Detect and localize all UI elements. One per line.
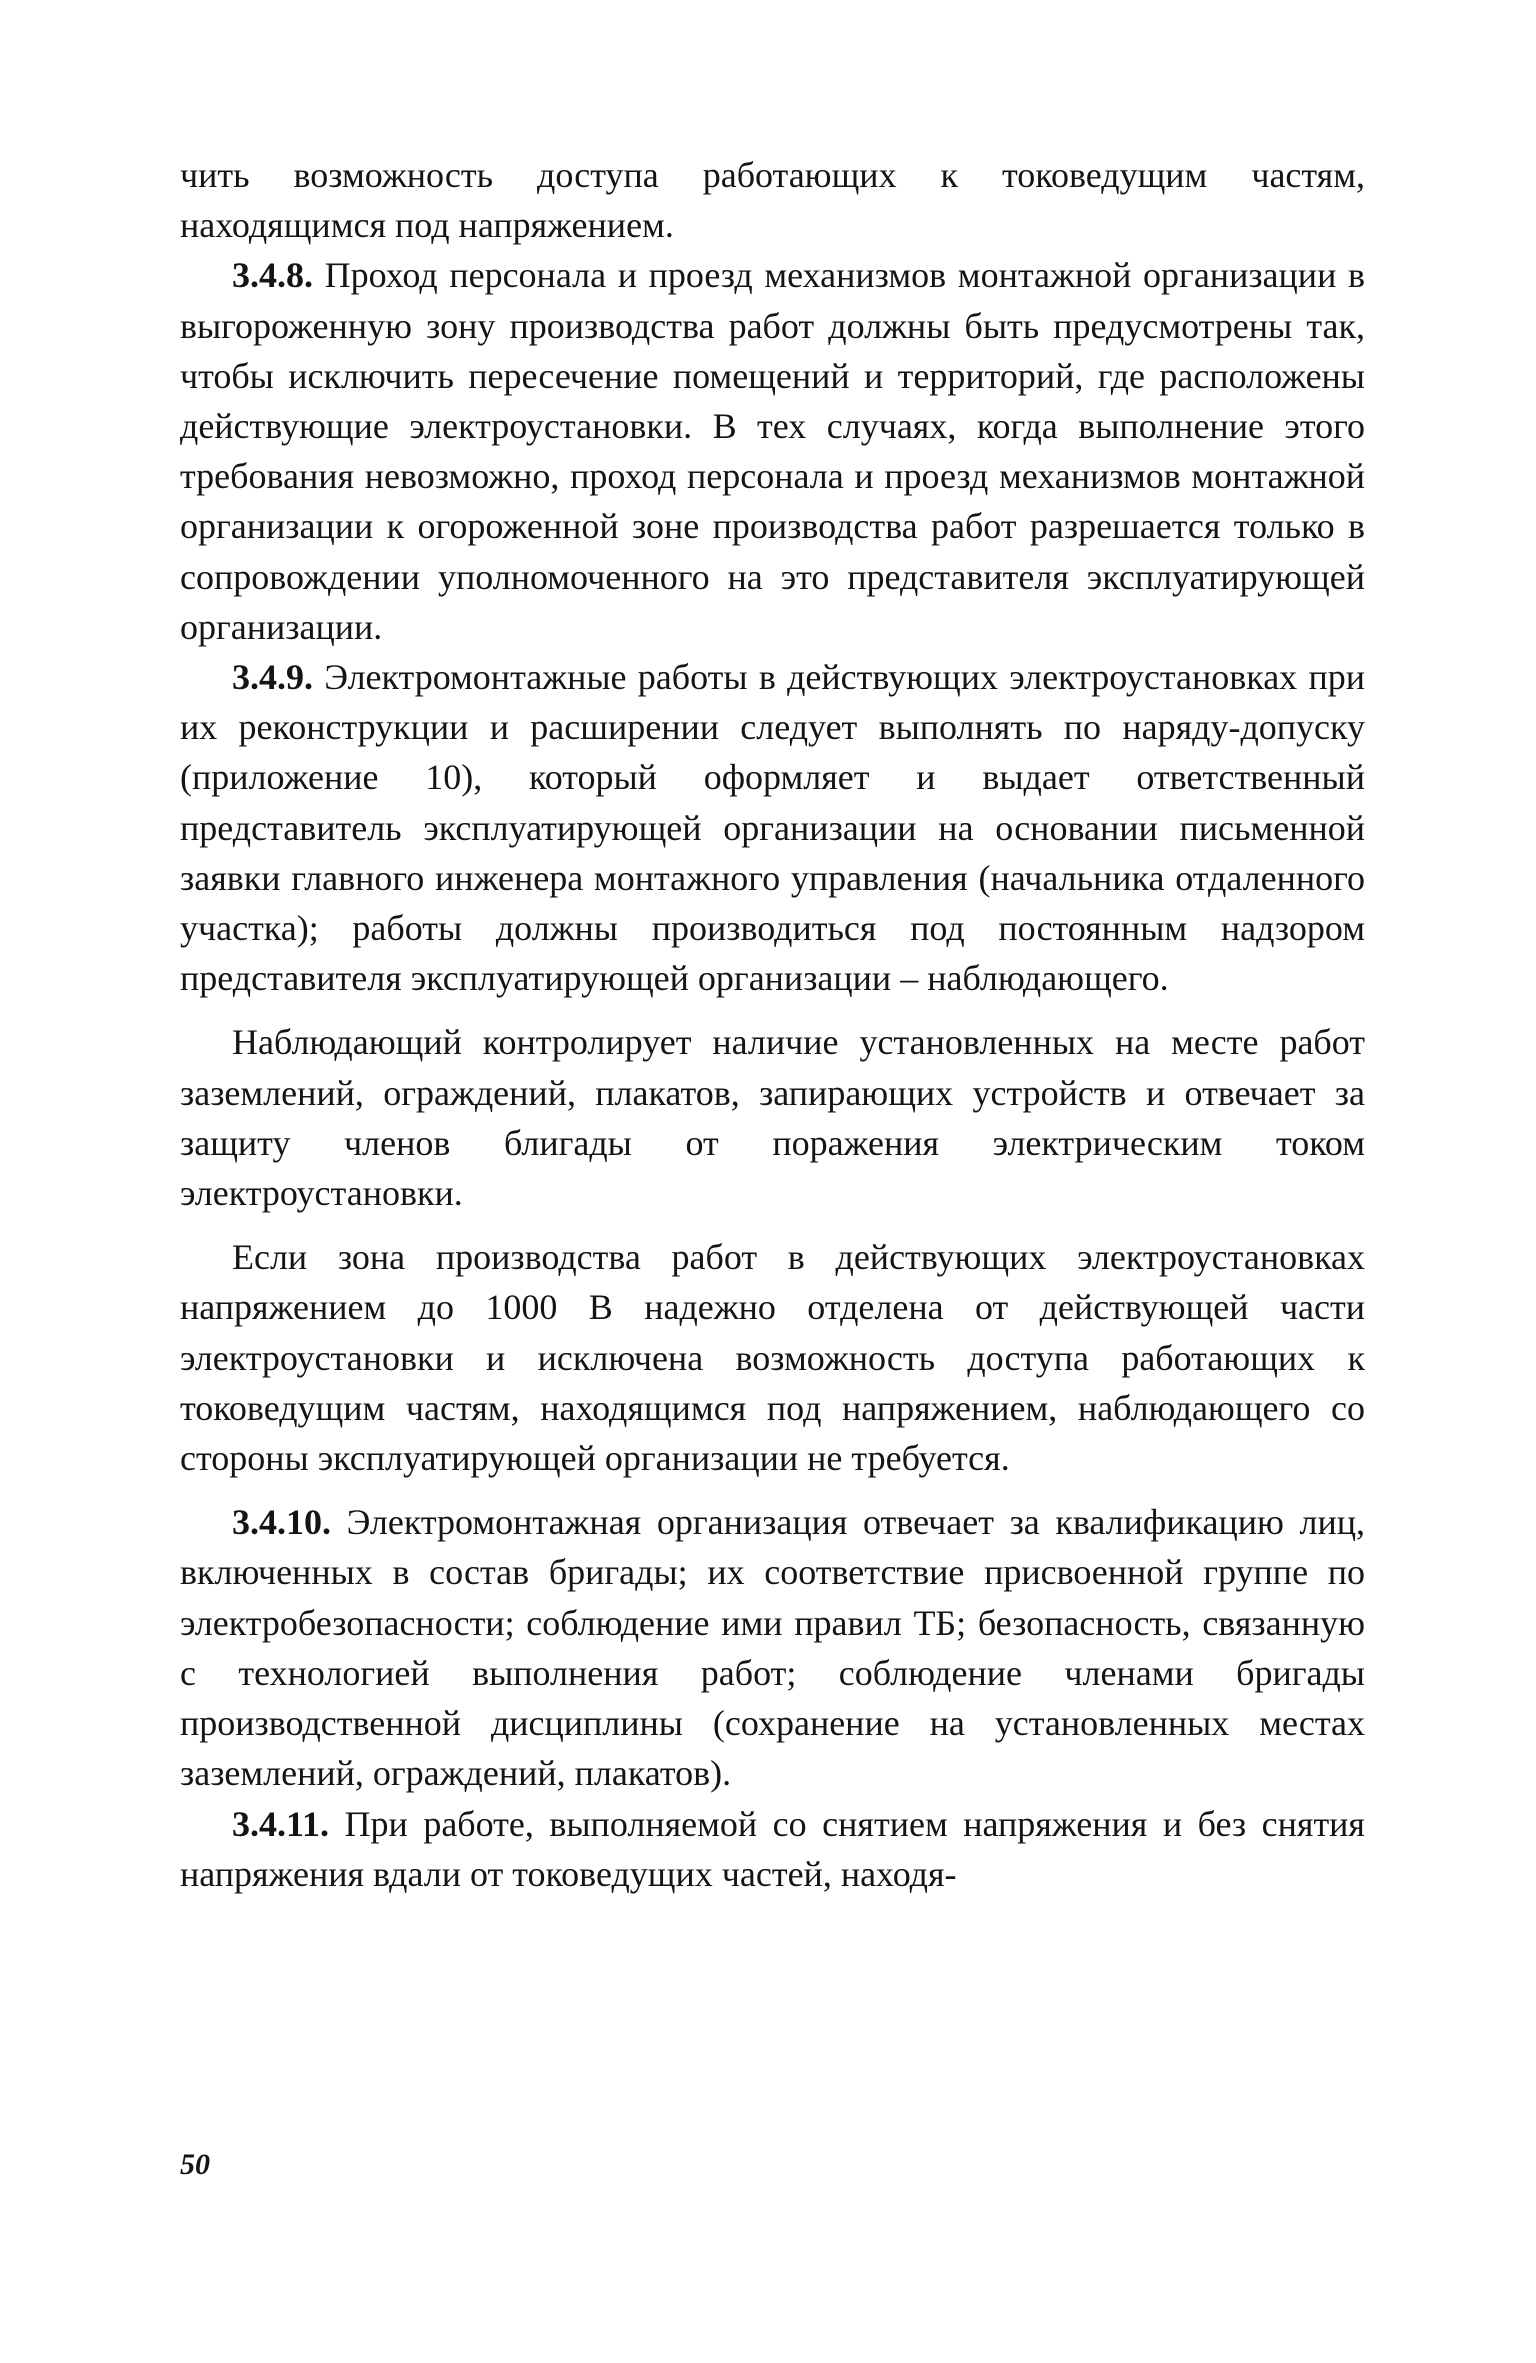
clause-3-4-10 — [180, 1497, 1365, 1798]
paragraph-text: Электромонтажная организация отвечает за квалификацию лиц, включенных в состав бригады; их соответствие присвоенной группе по электробезопасности; соблюдение ими правил ТБ; безопасность, связанную с технологией выполнения работ; соблюдение членами бригады производственной дисциплины (сохранение на установленных местах заземлений, ограждений, плакатов). — [180, 1502, 1365, 1794]
clause-number: 3.4.10. — [232, 1502, 331, 1543]
clause-3-4-9 — [180, 652, 1365, 1003]
clause-3-4-11 — [180, 1799, 1365, 1899]
paragraph-text: Проход персонала и проезд механизмов монтажной организации в выгороженную зону производства работ должны быть предусмотрены так, чтобы исключить пересечение помещений и территорий, где расположены действующие электроустановки. В тех случаях, когда выполнение этого требования невозможно, проход персонала и проезд механизмов монтажной организации к огороженной зоне производства работ разрешается только в сопровождении уполномоченного на это представителя эксплуатирующей организации. — [180, 255, 1365, 647]
document-page — [180, 150, 1365, 2320]
paragraph-text: Электромонтажные работы в действующих электроустановках при их реконструкции и расширении следует выполнять по наряду-допуску (приложение 10), который оформляет и выдает ответственный представитель эксплуатирующей организации на основании письменной заявки главного инженера монтажного управления (начальника отдаленного участка); работы должны производиться под постоянным надзором представителя эксплуатирующей организации – наблюдающего. — [180, 657, 1365, 999]
clause-3-4-8 — [180, 250, 1365, 652]
clause-number: 3.4.9. — [232, 657, 313, 698]
paragraph-continuation — [180, 150, 1365, 250]
clause-number: 3.4.11. — [232, 1803, 330, 1844]
paragraph-observer — [180, 1017, 1365, 1218]
paragraph-zone — [180, 1232, 1365, 1483]
page-number: 50 — [180, 2148, 210, 2181]
clause-number: 3.4.8. — [232, 255, 313, 296]
paragraph-text: чить возможность доступа работающих к токоведущим частям, находящимся под напряжением. — [180, 155, 1365, 246]
paragraph-text: Наблюдающий контролирует наличие установленных на месте работ заземлений, ограждений, плакатов, запирающих устройств и отвечает за защиту членов блигады от поражения электрическим током электроустановки. — [180, 1022, 1365, 1214]
paragraph-text: При работе, выполняемой со снятием напряжения и без снятия напряжения вдали от токоведущих частей, находя- — [180, 1803, 1365, 1894]
paragraph-text: Если зона производства работ в действующих электроустановках напряжением до 1000 В надежно отделена от действующей части электроустановки и исключена возможность доступа работающих к токоведущим частям, находящимся под напряжением, наблюдающего со стороны эксплуатирующей организации не требуется. — [180, 1237, 1365, 1479]
